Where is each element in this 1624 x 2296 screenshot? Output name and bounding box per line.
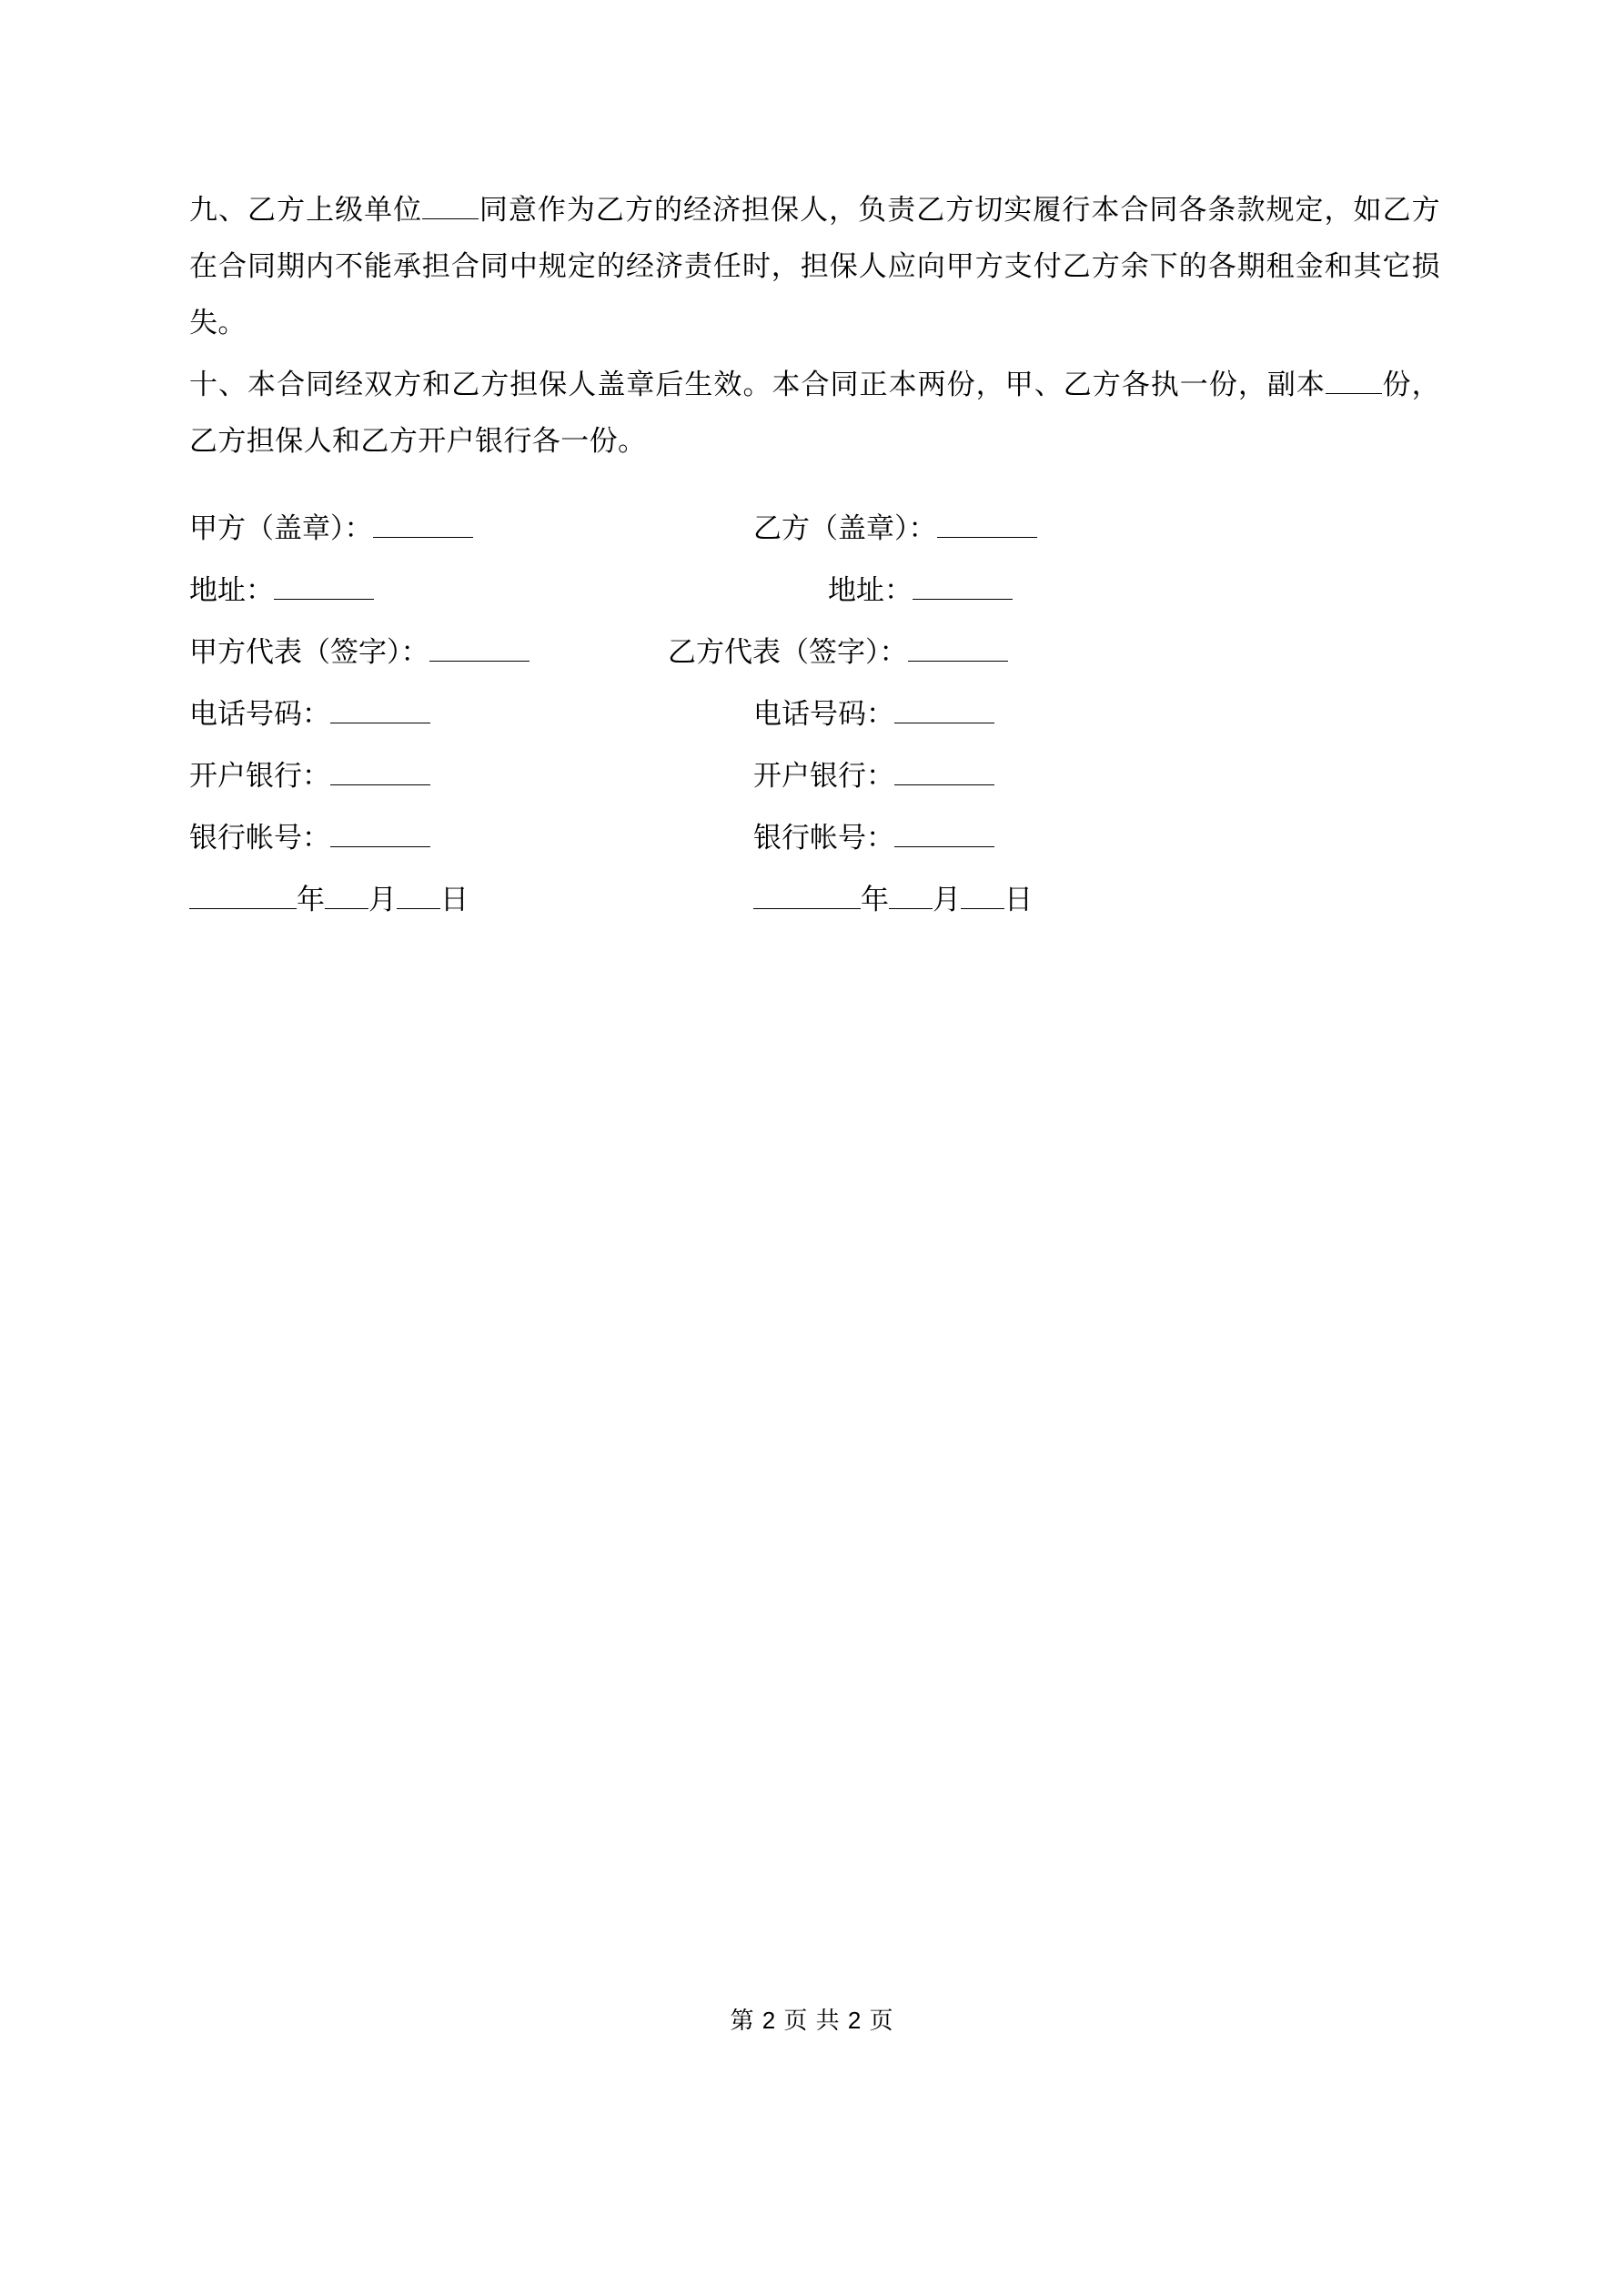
party-b-phone-field [753, 686, 994, 743]
party-b-date-month-label: 月 [933, 884, 961, 915]
party-a-representative-label: 甲方代表（签字）： [189, 636, 429, 668]
document-body [189, 182, 1440, 928]
signature-row-bank [189, 748, 1440, 804]
party-b-date-field [753, 872, 1033, 928]
signature-row-date [189, 872, 1440, 928]
signature-block [189, 501, 1440, 928]
signature-row-phone [189, 686, 1440, 743]
party-a-seal-field [189, 501, 617, 557]
page-footer: 第 2 页 共 2 页 [730, 2007, 894, 2034]
clause-ten-text-before: 十、本合同经双方和乙方担保人盖章后生效。本合同正本两份，甲、乙方各执一份，副本 [189, 369, 1326, 400]
party-b-representative-blank[interactable] [908, 633, 1008, 662]
party-a-date-field [189, 872, 617, 928]
party-a-account-field [189, 810, 617, 866]
party-a-bank-label: 开户银行： [189, 760, 330, 792]
clause-ten-text-after: 份，乙方担保人和乙方开户银行各一份。 [189, 369, 1440, 457]
party-a-date-year-blank[interactable] [189, 881, 297, 909]
party-a-account-label: 银行帐号： [189, 822, 330, 854]
party-b-bank-blank[interactable] [894, 757, 994, 785]
clause-nine-text-after: 同意作为乙方的经济担保人，负责乙方切实履行本合同各条款规定，如乙方在合同期内不能承担合同中规定的经济责任时，担保人应向甲方支付乙方余下的各期租金和其它损失。 [189, 194, 1440, 339]
party-b-account-field [753, 810, 994, 866]
party-a-phone-field [189, 686, 617, 743]
party-a-address-field [189, 562, 617, 619]
party-a-date-month-label: 月 [368, 884, 397, 915]
clause-nine-paragraph [189, 182, 1440, 351]
party-b-address-field [828, 562, 1013, 619]
party-a-bank-field [189, 748, 617, 804]
party-b-date-month-blank[interactable] [889, 881, 933, 909]
party-b-bank-label: 开户银行： [753, 760, 894, 792]
party-b-date-year-label: 年 [861, 884, 889, 915]
party-b-date-day-blank[interactable] [961, 881, 1004, 909]
signature-row-account [189, 810, 1440, 866]
party-a-phone-label: 电话号码： [189, 698, 330, 730]
signature-row-address [189, 562, 1440, 619]
party-a-seal-label: 甲方（盖章）： [189, 512, 373, 544]
clause-ten-paragraph [189, 357, 1440, 470]
party-a-date-day-blank[interactable] [397, 881, 440, 909]
party-b-date-year-blank[interactable] [753, 881, 861, 909]
party-b-address-blank[interactable] [913, 571, 1013, 600]
party-a-account-blank[interactable] [330, 819, 430, 847]
clause-nine-blank[interactable] [422, 218, 479, 219]
party-a-bank-blank[interactable] [330, 757, 430, 785]
clause-nine-text-before: 九、乙方上级单位 [189, 194, 423, 226]
party-b-date-day-label: 日 [1004, 884, 1033, 915]
party-a-representative-blank[interactable] [429, 633, 530, 662]
party-b-address-label: 地址： [828, 574, 913, 606]
party-b-phone-label: 电话号码： [753, 698, 894, 730]
party-b-bank-field [753, 748, 994, 804]
party-b-phone-blank[interactable] [894, 695, 994, 723]
party-b-seal-field [753, 501, 1037, 557]
party-b-seal-label: 乙方（盖章）： [753, 512, 937, 544]
signature-row-representative [189, 624, 1440, 681]
party-a-address-blank[interactable] [274, 571, 374, 600]
clause-ten-blank[interactable] [1326, 393, 1382, 394]
party-a-date-month-blank[interactable] [325, 881, 368, 909]
signature-row-seal [189, 501, 1440, 557]
party-a-address-label: 地址： [189, 574, 274, 606]
party-b-account-label: 银行帐号： [753, 822, 894, 854]
party-a-date-day-label: 日 [440, 884, 469, 915]
party-a-representative-field [189, 624, 617, 681]
party-a-date-year-label: 年 [297, 884, 325, 915]
party-a-seal-blank[interactable] [373, 510, 473, 538]
party-b-representative-label: 乙方代表（签字）： [668, 636, 908, 668]
party-b-representative-field [668, 624, 1008, 681]
party-b-seal-blank[interactable] [937, 510, 1037, 538]
party-b-account-blank[interactable] [894, 819, 994, 847]
party-a-phone-blank[interactable] [330, 695, 430, 723]
